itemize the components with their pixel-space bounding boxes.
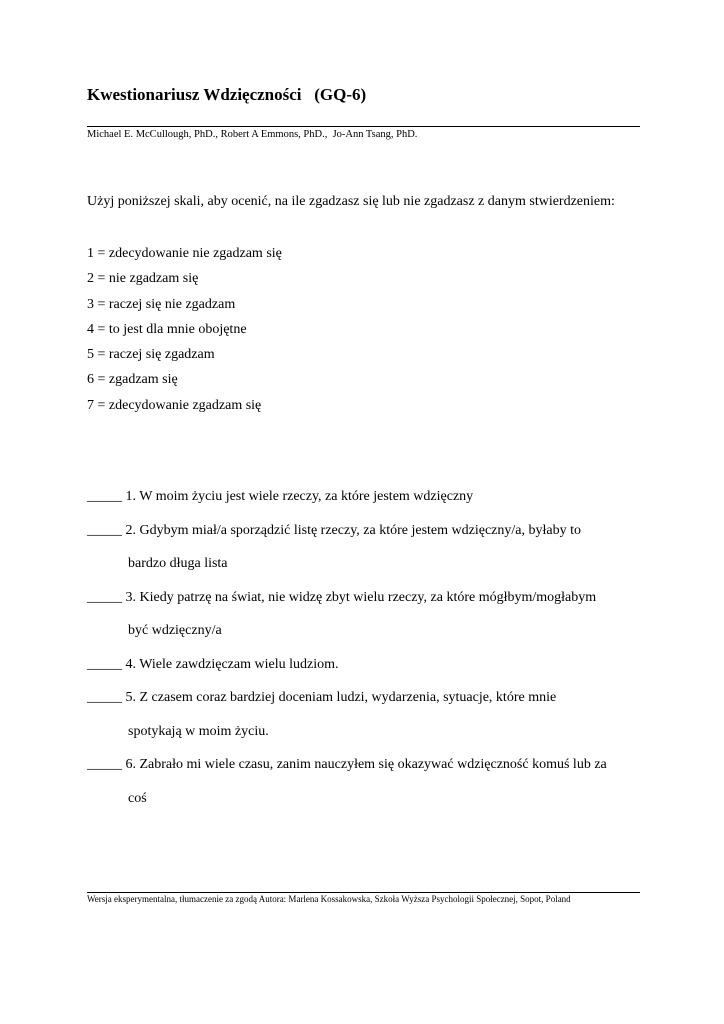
document-title: Kwestionariusz Wdzięczności (GQ-6): [87, 85, 367, 104]
item-4: _____ 4. Wiele zawdzięczam wielu ludziom.: [87, 656, 339, 672]
scale-item: 7 = zdecydowanie zgadzam się: [87, 397, 262, 413]
item-1: _____ 1. W moim życiu jest wiele rzeczy, za które jestem wdzięczny: [87, 489, 474, 504]
scale-item: 2 = nie zgadzam się: [87, 271, 199, 287]
scale-item: 1 = zdecydowanie nie zgadzam się: [87, 246, 282, 261]
scale-item: 6 = zgadzam się: [87, 372, 178, 388]
rating-scale: [87, 244, 282, 421]
item-6-continuation: coś: [128, 790, 147, 806]
footer-divider: [87, 892, 640, 893]
item-2: _____ 2. Gdybym miał/a sporządzić listę rzeczy, za które jestem wdzięczny/a, byłaby to: [87, 522, 581, 538]
title-divider: [87, 126, 640, 127]
item-3-continuation: być wdzięczny/a: [128, 623, 222, 638]
item-2-continuation: bardzo długa lista: [128, 556, 228, 571]
item-5-continuation: spotykają w moim życiu.: [128, 723, 269, 739]
scale-item: 5 = raczej się zgadzam: [87, 347, 215, 363]
authors-line: Michael E. McCullough, PhD., Robert A Emmons, PhD., Jo-Ann Tsang, PhD.: [87, 129, 418, 140]
scale-item: 4 = to jest dla mnie obojętne: [87, 321, 247, 337]
item-6: _____ 6. Zabrało mi wiele czasu, zanim nauczyłem się okazywać wdzięczność komuś lub za: [87, 757, 607, 772]
item-3: _____ 3. Kiedy patrzę na świat, nie widzę zbyt wielu rzeczy, za które mógłbym/mogłabym: [87, 589, 597, 605]
questionnaire-items: [87, 487, 607, 822]
item-5: _____ 5. Z czasem coraz bardziej doceniam ludzi, wydarzenia, sytuacje, które mnie: [87, 690, 557, 705]
instruction-text: Użyj poniższej skali, aby ocenić, na ile zgadzasz się lub nie zgadzasz z danym stwierdzeniem:: [87, 194, 615, 209]
scale-item: 3 = raczej się nie zgadzam: [87, 296, 236, 312]
footer-note: Wersja eksperymentalna, tłumaczenie za zgodą Autora: Marlena Kossakowska, Szkoła Wyższa Psychologii Społecznej, Sopot, Poland: [87, 894, 571, 904]
